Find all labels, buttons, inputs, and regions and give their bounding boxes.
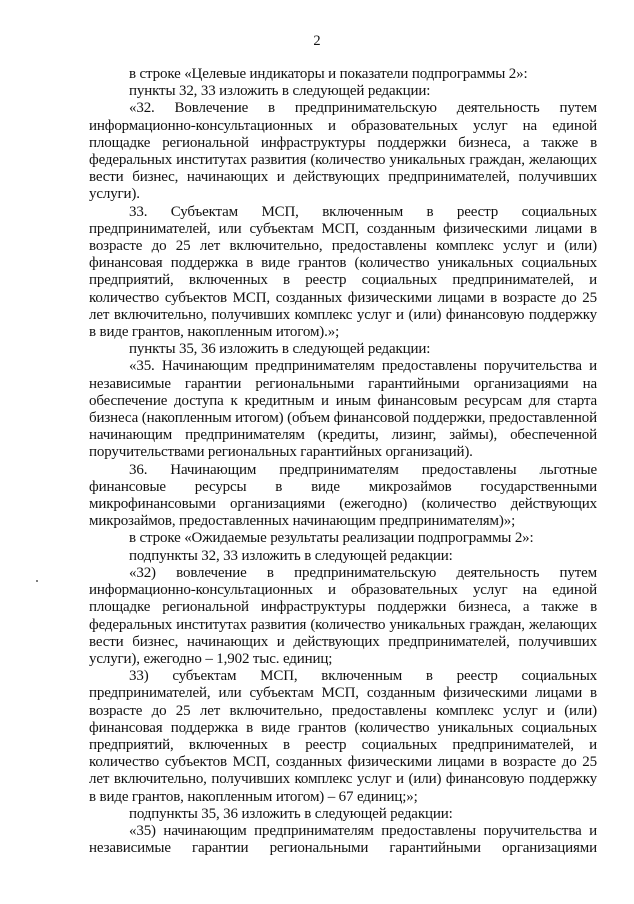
paragraph-item-33: 33. Субъектам МСП, включенным в реестр социальных предпринимателей, или субъектам МСП, созданным физическими лицами в возрасте до 25 лет включительно, предоставлены комплекс услуг и (или) финансовая поддержка в виде грантов (количество уникальных социальных предприятий, включенных в реестр социальных предпринимателей, и количество субъектов МСП, созданных физическими лицами в возрасте до 25 лет включительно, получивших комплекс услуг и (или) финансовую поддержку в виде грантов, накопленным итогом).»; [89, 203, 597, 341]
paragraph-subitem-33: 33) субъектам МСП, включенным в реестр социальных предпринимателей, или субъектам МСП, созданным физическими лицами в возрасте до 25 лет включительно, предоставлены комплекс услуг и (или) финансовая поддержка в виде грантов (количество уникальных социальных предприятий, включенных в реестр социальных предпринимателей, и количество субъектов МСП, созданных физическими лицами в возрасте до 25 лет включительно, получивших комплекс услуг и (или) финансовую поддержку в виде грантов, накопленным итогом) – 67 единиц;»; [89, 668, 597, 805]
paragraph-subitems-32-33-intro: подпункты 32, 33 изложить в следующей редакции: [129, 547, 453, 564]
document-body [89, 66, 597, 857]
paragraph-subitem-35: «35) начинающим предпринимателям предоставлены поручительства и независимые гарантии региональными гарантийными организациями [89, 822, 597, 857]
paragraph-target-indicators-intro: в строке «Целевые индикаторы и показатели подпрограммы 2»: [129, 66, 528, 82]
paragraph-item-36: 36. Начинающим предпринимателям предоставлены льготные финансовые ресурсы в виде микрозаймов государственными микрофинансовыми организациями (ежегодно) (количество действующих микрозаймов, предоставленных начинающим предпринимателям)»; [89, 461, 597, 530]
paragraph-subitems-35-36-intro: подпункты 35, 36 изложить в следующей редакции: [129, 805, 453, 822]
page-number: 2 [313, 33, 321, 49]
paragraph-item-35: «35. Начинающим предпринимателям предоставлены поручительства и независимые гарантии региональными гарантийными организациями на обеспечение доступа к кредитным и иным финансовым ресурсам для старта бизнеса (накопленным итогом) (объем финансовой поддержки, предоставленной начинающим предпринимателям (кредиты, лизинг, займы), обеспеченной поручительствами региональных гарантийных организаций). [89, 358, 597, 461]
paragraph-subitem-32: «32) вовлечение в предпринимательскую деятельность путем информационно-консультационных и образовательных услуг на единой площадке региональной инфраструктуры поддержки бизнеса, а также в федеральных институтах развития (количество уникальных граждан, желающих вести бизнес, начинающих и действующих предпринимателей, получивших услуги), ежегодно – 1,902 тыс. единиц; [89, 564, 597, 667]
scan-speck [36, 580, 38, 582]
paragraph-items-35-36-intro: пункты 35, 36 изложить в следующей редакции: [129, 341, 431, 358]
paragraph-item-32: «32. Вовлечение в предпринимательскую деятельность путем информационно-консультационных и образовательных услуг на единой площадке региональной инфраструктуры поддержки бизнеса, а также в федеральных институтах развития (количество уникальных граждан, желающих вести бизнес, начинающих и действующих предпринимателей, получивших услуги). [89, 100, 597, 203]
paragraph-items-32-33-intro: пункты 32, 33 изложить в следующей редакции: [129, 83, 431, 100]
paragraph-expected-results-intro: в строке «Ожидаемые результаты реализации подпрограммы 2»: [129, 530, 534, 547]
